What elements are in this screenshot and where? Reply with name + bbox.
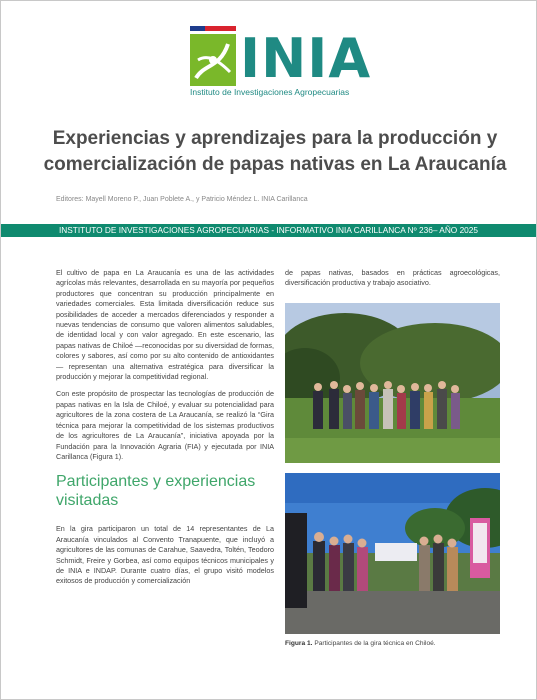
- group-photo-2: [285, 473, 500, 634]
- group-photo-1: [285, 303, 500, 463]
- title-line-1: Experiencias y aprendizajes para la producción y: [52, 128, 498, 149]
- logo-subtitle: Instituto de Investigaciones Agropecuarias: [190, 87, 350, 97]
- left-column: [56, 268, 274, 594]
- photo-field-group: [285, 303, 500, 463]
- right-column: [285, 268, 500, 647]
- continuation-paragraph: de papas nativas, basados en prácticas agroecológicas, diversificación productiva y trabajo asociativo.: [285, 268, 500, 288]
- logo-wordmark: INIA: [240, 27, 372, 90]
- section-heading: Participantes y experiencias visitadas: [56, 473, 256, 510]
- figure-caption: [285, 640, 500, 647]
- editors-line: Editores: Mayell Moreno P., Juan Poblete A., y Patricio Méndez L. INIA Carillanca: [56, 196, 308, 203]
- participants-paragraph: En la gira participaron un total de 14 representantes de La Araucanía vinculados al Convento Tranapuente, que incluyó a agricultores de las comunas de Carahue, Saavedra, Toltén, Teodoro Schmidt, Freire y Gorbea, así como equipos técnicos municipales y de INIA e INDAP. Durante cuatro días, el grupo visitó modelos exitosos de producción y comercialización: [56, 524, 274, 586]
- caption-label: Figura 1.: [285, 639, 313, 647]
- inia-leaf-icon: [190, 34, 236, 86]
- title-line-2: comercialización de papas nativas en La Araucanía: [43, 154, 507, 175]
- chile-flag-stripe: [190, 26, 236, 31]
- inia-logo: [190, 24, 372, 99]
- photo-road-group: [285, 473, 500, 634]
- publication-banner: INSTITUTO DE INVESTIGACIONES AGROPECUARIAS - INFORMATIVO INIA CARILLANCA Nº 236– AÑO 2025: [1, 224, 536, 237]
- page-title: [40, 126, 510, 178]
- purpose-paragraph: Con este propósito de prospectar las tecnologías de producción de papas nativas en la Isla de Chiloé, y evaluar su potencialidad para agricultores de la zona costera de La Araucanía, se realizó la “Gira técnica para mejorar la competitividad de los sistemas productivos de los agricultores de La Araucanía”, iniciativa apoyada por la Fundación para la Innovación Agraria (FIA) y ejecutada por INIA Carillanca (Figura 1).: [56, 389, 274, 461]
- intro-paragraph: El cultivo de papa en La Araucanía es una de las actividades agrícolas más relevantes, desarrollada en su mayoría por pequeños productores que concentran su producción principalmente en variedades comerciales. Esta limitada diversificación reduce sus posibilidades de acceder a mercados diferenciados y responder a nuevas tendencias de consumo que valoren alimentos saludables, de identidad local y con valor agregado. En este escenario, las papas nativas de Chiloé —reconocidas por su diversidad de formas, colores y sabores, así como por su alto contenido de antioxidantes— representan una alternativa estratégica para diversificar la producción y mejorar la competitividad regional.: [56, 268, 274, 382]
- caption-text: Participantes de la gira técnica en Chiloé.: [312, 639, 436, 647]
